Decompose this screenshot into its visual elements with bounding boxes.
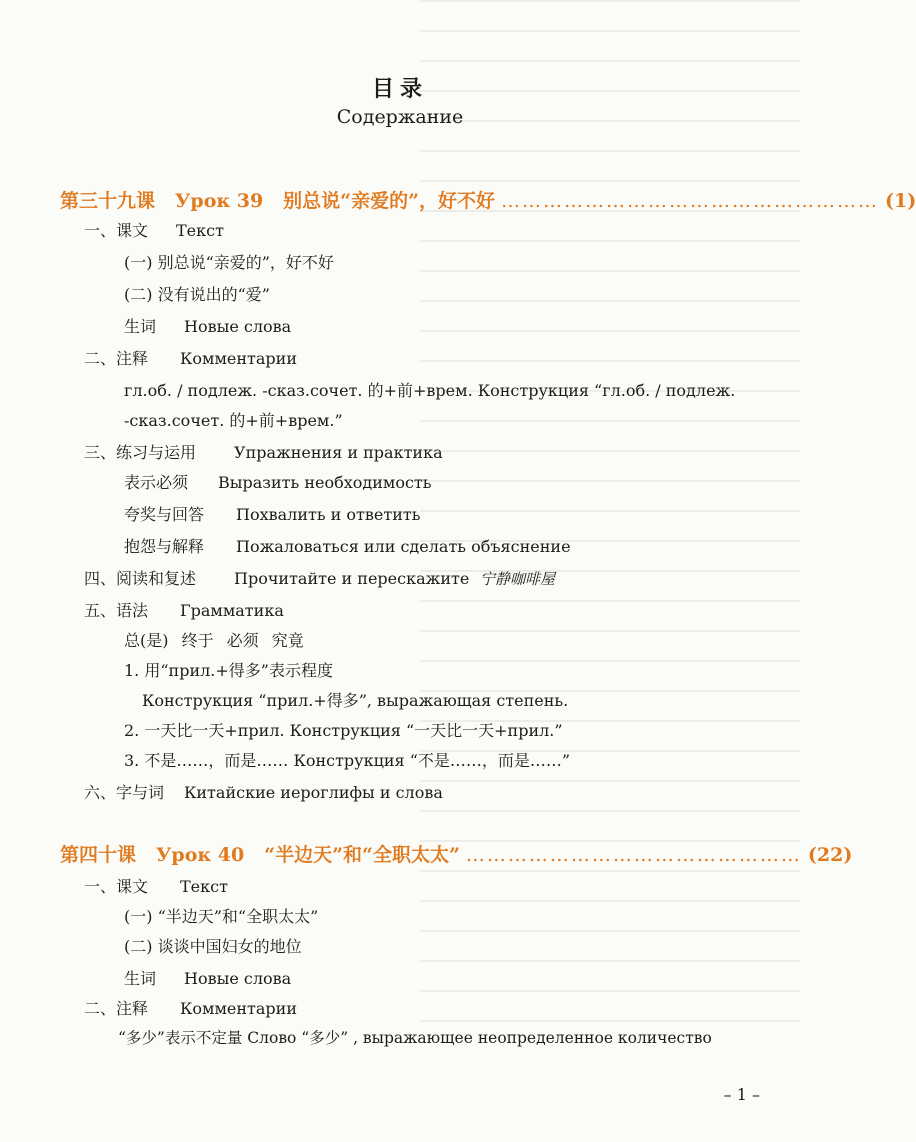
section-text[interactable] bbox=[84, 218, 224, 241]
subitem-text-2[interactable]: (二) 谈谈中国妇女的地位 bbox=[124, 937, 302, 956]
section-cn: 一、课文 bbox=[84, 221, 149, 240]
item-ru: Выразить необходимость bbox=[218, 473, 432, 492]
exercise-necessity[interactable] bbox=[124, 470, 431, 493]
exercise-complain[interactable] bbox=[124, 534, 571, 557]
item-ru: Похвалить и ответить bbox=[236, 505, 421, 524]
contents-title-russian: Содержание bbox=[336, 106, 464, 128]
section-ru: Текст bbox=[180, 877, 228, 896]
section-cn: 五、语法 bbox=[84, 601, 149, 620]
exercise-praise[interactable] bbox=[124, 502, 420, 525]
item-ru: Новые слова bbox=[184, 969, 292, 988]
section-cn: 六、字与词 bbox=[84, 783, 165, 802]
section-ru: Китайские иероглифы и слова bbox=[184, 783, 443, 802]
note-construction-line-1: гл.об. / подлеж. -сказ.сочет. 的+前+врем. Конструкция “гл.об. / подлеж. bbox=[124, 381, 736, 400]
lesson-number-cn: 第四十课 bbox=[60, 844, 137, 866]
lesson-number-ru: Урок 39 bbox=[175, 190, 264, 212]
item-ru: Пожаловаться или сделать объяснение bbox=[236, 537, 571, 556]
section-cn: 二、注释 bbox=[84, 349, 149, 368]
item-cn: 夸奖与回答 bbox=[124, 505, 205, 524]
item-cn: 表示必须 bbox=[124, 473, 189, 492]
section-cn: 四、阅读和复述 bbox=[84, 569, 197, 588]
section-ru: Текст bbox=[176, 221, 224, 240]
handwritten-note: 宁静咖啡屋 bbox=[480, 570, 556, 588]
section-cn: 二、注释 bbox=[84, 999, 149, 1018]
leader-dots: ……………………………………………… bbox=[501, 190, 880, 212]
item-cn: 抱怨与解释 bbox=[124, 537, 205, 556]
section-ru: Комментарии bbox=[180, 349, 297, 368]
item-cn: 生词 bbox=[124, 317, 157, 336]
subitem-vocabulary[interactable] bbox=[124, 966, 291, 989]
page-number-footer: – 1 – bbox=[723, 1085, 760, 1104]
lesson-40-heading[interactable] bbox=[60, 840, 853, 867]
section-characters[interactable] bbox=[84, 780, 443, 803]
contents-title-chinese: 目录 bbox=[371, 76, 428, 102]
section-ru: Комментарии bbox=[180, 999, 297, 1018]
section-notes[interactable] bbox=[84, 346, 297, 369]
grammar-point-1-ru: Конструкция “прил.+得多”, выражающая степень. bbox=[142, 691, 569, 710]
section-cn: 一、课文 bbox=[84, 877, 149, 896]
lesson-page-number: (1) bbox=[885, 190, 916, 212]
lesson-title: “半边天”和“全职太太” bbox=[264, 844, 460, 866]
lesson-title: 别总说“亲爱的”，好不好 bbox=[283, 190, 496, 212]
section-cn: 三、练习与运用 bbox=[84, 443, 197, 462]
subitem-text-2[interactable]: (二) 没有说出的“爱” bbox=[124, 285, 270, 304]
subitem-text-1[interactable]: (一) 别总说“亲爱的”，好不好 bbox=[124, 253, 334, 272]
section-ru: Упражнения и практика bbox=[234, 443, 443, 462]
bleed-through-texture bbox=[420, 0, 800, 1040]
section-notes[interactable] bbox=[84, 996, 297, 1019]
lesson-number-cn: 第三十九课 bbox=[60, 190, 156, 212]
item-ru: Новые слова bbox=[184, 317, 292, 336]
subitem-text-1[interactable]: (一) “半边天”和“全职太太” bbox=[124, 907, 319, 926]
lesson-number-ru: Урок 40 bbox=[156, 844, 245, 866]
leader-dots: ………………………………………… bbox=[465, 844, 802, 866]
grammar-point-3[interactable]: 3. 不是……，而是…… Конструкция “不是……，而是……” bbox=[124, 751, 571, 770]
section-ru: Прочитайте и перескажите bbox=[234, 569, 470, 588]
note-construction-line-2: -сказ.сочет. 的+前+врем.” bbox=[124, 411, 343, 430]
section-reading[interactable] bbox=[84, 566, 555, 589]
grammar-words: 总(是) 终于 必须 究竟 bbox=[124, 631, 304, 650]
grammar-point-1[interactable]: 1. 用“прил.+得多”表示程度 bbox=[124, 661, 333, 680]
lesson-39-heading[interactable] bbox=[60, 186, 916, 213]
section-grammar[interactable] bbox=[84, 598, 284, 621]
lesson-page-number: (22) bbox=[807, 844, 853, 866]
grammar-point-2[interactable]: 2. 一天比一天+прил. Конструкция “一天比一天+прил.” bbox=[124, 721, 563, 740]
note-duoshao: “多少”表示不定量 Слово “多少” , выражающее неопределенное количество bbox=[118, 1029, 712, 1047]
subitem-vocabulary[interactable] bbox=[124, 314, 291, 337]
section-ru: Грамматика bbox=[180, 601, 284, 620]
section-text[interactable] bbox=[84, 874, 228, 897]
item-cn: 生词 bbox=[124, 969, 157, 988]
section-exercises[interactable] bbox=[84, 440, 443, 463]
